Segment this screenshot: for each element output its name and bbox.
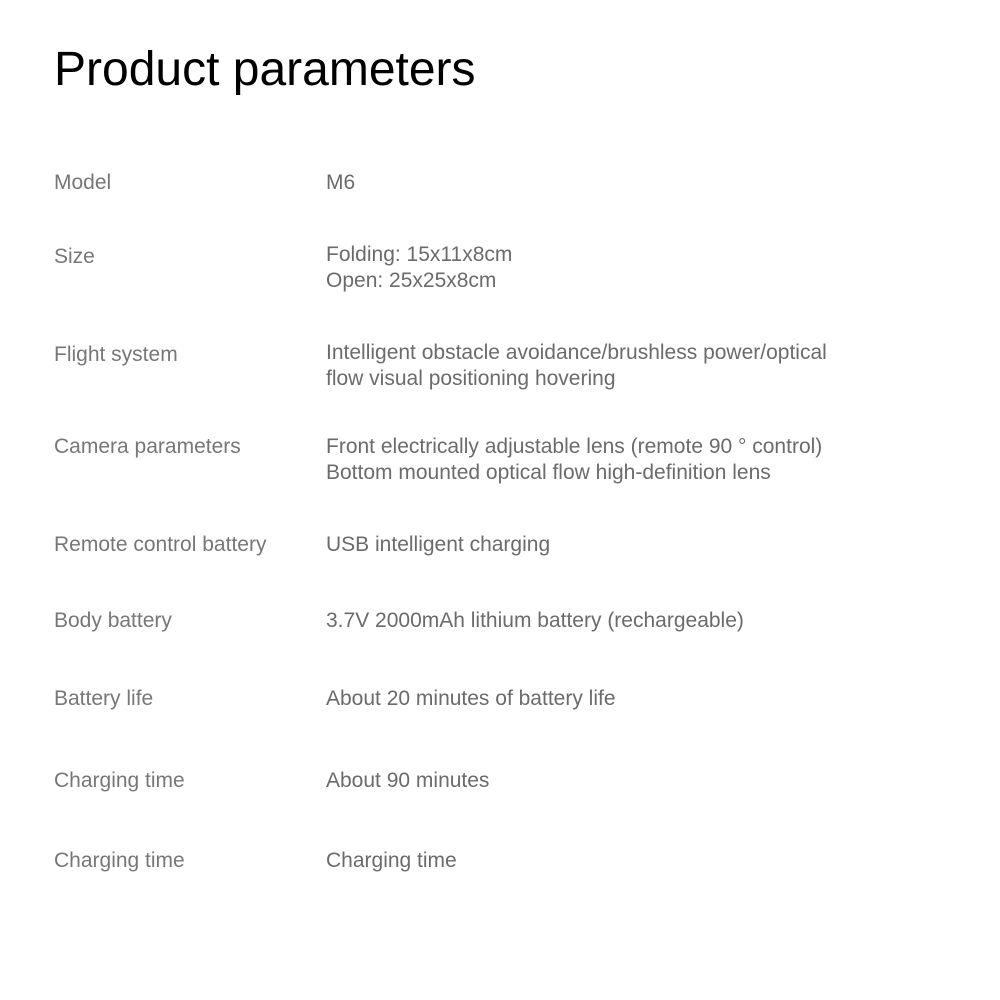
table-row [54, 766, 954, 794]
page-title: Product parameters [54, 43, 476, 96]
spec-label-line: Camera [54, 435, 129, 458]
spec-value [326, 684, 954, 712]
spec-label [54, 684, 326, 712]
table-row [54, 170, 954, 196]
spec-label-line: Size [54, 245, 95, 268]
spec-value-line: Bottom mounted optical flow high-definition lens [326, 461, 771, 484]
spec-value-line: Charging time [326, 849, 457, 872]
spec-value-line: Folding: 15x11x8cm [326, 243, 513, 266]
spec-label [54, 766, 326, 794]
spec-label [54, 606, 326, 634]
spec-value-line: M6 [326, 171, 356, 194]
spec-value-line: flow visual positioning hovering [326, 367, 616, 390]
spec-value [326, 766, 954, 794]
spec-label-line: Remote control [54, 533, 197, 556]
table-row [54, 684, 954, 712]
spec-value [326, 340, 954, 392]
spec-value [326, 170, 954, 196]
table-row [54, 242, 954, 294]
spec-value-line: About 20 minutes of battery life [326, 687, 616, 710]
spec-value [326, 846, 954, 874]
spec-label-line: Charging time [54, 769, 185, 792]
table-row [54, 434, 954, 486]
spec-label [54, 530, 326, 558]
spec-value [326, 606, 954, 634]
spec-value-line: Intelligent obstacle avoidance/brushless power/optical [326, 341, 827, 364]
specifications-table [54, 170, 954, 874]
spec-value-line: Open: 25x25x8cm [326, 269, 497, 292]
spec-label-line: Model [54, 171, 112, 194]
spec-value-line: Front electrically adjustable lens (remote 90 ° control) [326, 435, 823, 458]
spec-value-line: About 90 minutes [326, 769, 490, 792]
spec-label-line: Flight system [54, 343, 178, 366]
spec-value [326, 530, 954, 558]
spec-value-line: 3.7V 2000mAh lithium battery (rechargeable) [326, 609, 744, 632]
spec-label-line: Battery life [54, 687, 154, 710]
spec-label-line: parameters [134, 435, 241, 458]
spec-label [54, 434, 326, 460]
spec-label [54, 242, 326, 270]
table-row [54, 846, 954, 874]
table-row [54, 340, 954, 392]
table-row [54, 606, 954, 634]
spec-label-line: Charging time [54, 849, 185, 872]
spec-value [326, 242, 954, 294]
spec-label [54, 846, 326, 874]
spec-label [54, 170, 326, 196]
spec-value-line: USB intelligent charging [326, 533, 551, 556]
spec-label-line: battery [202, 533, 267, 556]
spec-label [54, 340, 326, 368]
table-row [54, 530, 954, 558]
spec-value [326, 434, 954, 486]
spec-label-line: Body battery [54, 609, 172, 632]
